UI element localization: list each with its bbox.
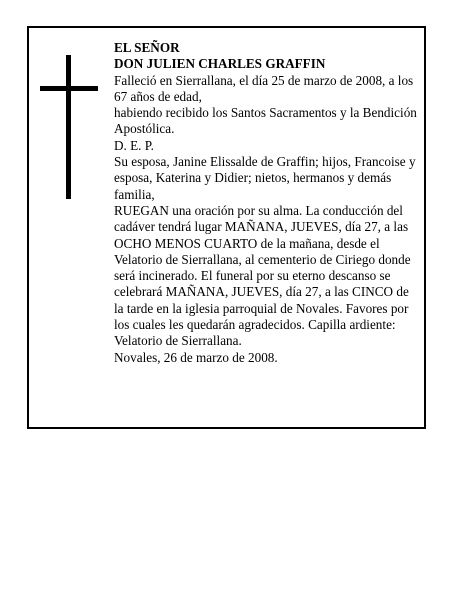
cross-horizontal-bar: [40, 86, 98, 91]
deceased-name: DON JULIEN CHARLES GRAFFIN: [114, 56, 326, 72]
obituary-notice: [27, 26, 426, 429]
rip-line: D. E. P.: [114, 137, 154, 153]
notice-text: [114, 40, 420, 366]
family-line: Su esposa, Janine Elissalde de Graffin; hijos, Francoise y esposa, Katerina y Didier; nietos, hermanos y demás familia,: [114, 154, 416, 202]
notice-title: EL SEÑOR: [114, 40, 180, 55]
death-announcement: Falleció en Sierrallana, el día 25 de marzo de 2008, a los 67 años de edad,: [114, 72, 414, 104]
cross-vertical-bar: [66, 55, 71, 199]
sacraments-line: habiendo recibido los Santos Sacramentos y la Bendición Apostólica.: [114, 105, 417, 137]
place-date-line: Novales, 26 de marzo de 2008.: [114, 349, 278, 365]
funeral-details: RUEGAN una oración por su alma. La conducción del cadáver tendrá lugar MAÑANA, JUEVES, día 27, a las OCHO MENOS CUARTO de la mañana, desde el Velatorio de Sierrallana, al cementerio de Ciriego donde será incinerado. El funeral por su eterno descanso se celebrará MAÑANA, JUEVES, día 27, a las CINCO de la tarde en la iglesia parroquial de Novales. Favores por los cuales les quedarán agradecidos. Capilla ardiente: Velatorio de Sierrallana.: [114, 202, 411, 349]
cross-icon: [40, 55, 98, 199]
